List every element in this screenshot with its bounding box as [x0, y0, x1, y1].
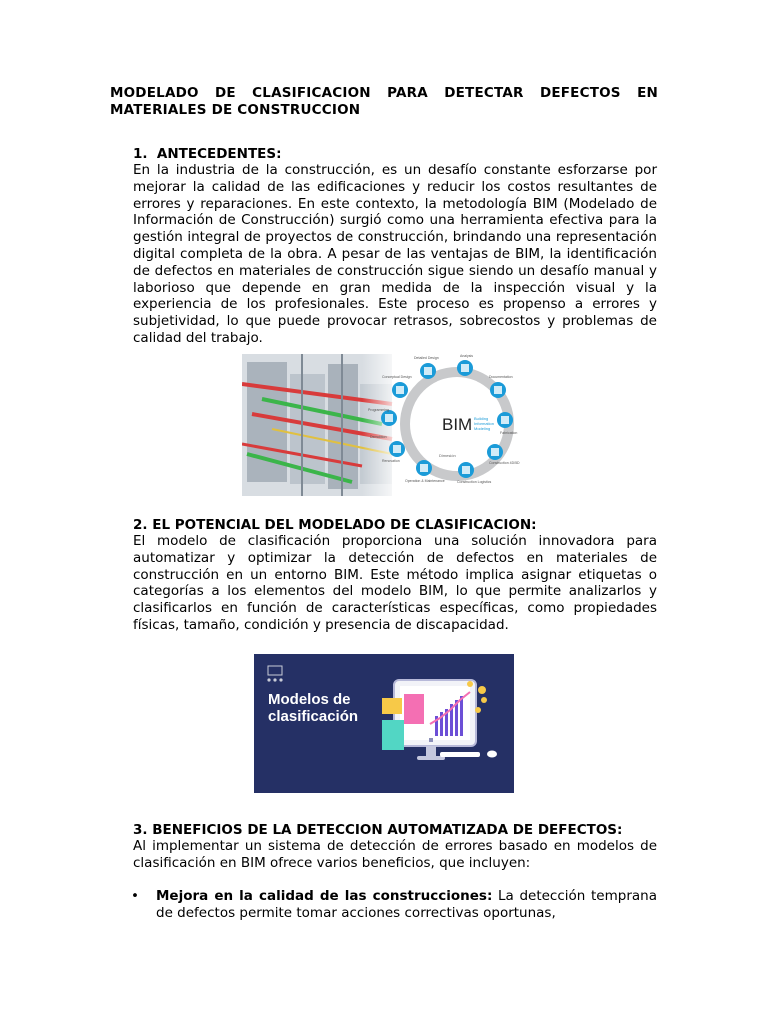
node-label-demolition: Demolition — [370, 435, 387, 439]
bim-center-label: BIM — [442, 415, 473, 434]
bim-illustration — [242, 354, 527, 496]
bullet-bold-lead: Mejora en la calidad de las construcciones: — [156, 888, 493, 904]
bullet-item — [133, 888, 657, 922]
bim-ring-label: Dimesión — [439, 453, 456, 458]
node-label-fabrication: Fabrication — [500, 431, 518, 435]
yellow-card-icon — [382, 698, 402, 714]
section-3-body: Al implementar un sistema de detección de errores basado en modelos de clasificación en BIM ofrece varios beneficios, que incluyen: — [133, 838, 657, 871]
node-label-detailed-design: Detailed Design — [414, 356, 439, 360]
figure-title-line1: Modelos de — [268, 691, 351, 708]
section-2-body: El modelo de clasificación proporciona una solución innovadora para automatizar y optimizar la detección de defectos en materiales de construcción en un entorno BIM. Este método implica asignar etiquetas o categorías a los elementos del modelo BIM, lo que permite analizarlos y clasificarlos en función de características específicas, como propiedades físicas, tamaño, condición y presencia de discapacidad. — [133, 533, 657, 633]
node-label-analysis: Analysis — [460, 354, 474, 358]
node-label-operation: Operation & Maintenance — [405, 479, 445, 483]
svg-text:Information: Information — [474, 421, 495, 426]
section-2-heading: 2. EL POTENCIAL DEL MODELADO DE CLASIFICACION: — [133, 517, 537, 533]
pink-card-icon — [404, 694, 424, 724]
bullet-text — [156, 888, 657, 922]
keyboard-icon — [440, 752, 480, 757]
title-line-2: MATERIALES DE CONSTRUCCION — [110, 102, 361, 118]
section-1-heading: 1. ANTECEDENTES: — [133, 146, 282, 162]
building-illustration — [242, 354, 402, 496]
node-label-documentation: Documentation — [489, 375, 513, 379]
document-title — [110, 85, 658, 119]
section-3-heading: 3. BENEFICIOS DE LA DETECCION AUTOMATIZADA DE DEFECTOS: — [133, 822, 623, 838]
mouse-icon — [487, 751, 497, 758]
node-label-conceptual-design: Conceptual Design — [382, 375, 412, 379]
figure-title-line2: clasificación — [268, 708, 359, 725]
bullet-dot-icon: • — [131, 888, 139, 904]
classification-illustration — [254, 654, 514, 793]
node-label-renovation: Renovation — [382, 459, 400, 463]
node-label-logistics: Construction Logistics — [457, 480, 492, 484]
bim-figure — [242, 354, 527, 496]
classification-models-figure — [254, 654, 514, 793]
teal-card-icon — [382, 720, 404, 750]
title-line-1: MODELADO DE CLASIFICACION PARA DETECTAR DEFECTOS EN — [110, 85, 658, 101]
node-label-construction: Construction 4D/5D — [489, 461, 520, 465]
bullet-body: La detección temprana de defectos permite tomar acciones correctivas oportunas, — [156, 888, 657, 921]
svg-text:Building: Building — [474, 416, 489, 421]
svg-text:Modeling: Modeling — [474, 426, 491, 431]
section-1-body: En la industria de la construcción, es un desafío constante esforzarse por mejorar la calidad de las edificaciones y reducir los costos resultantes de errores y reparaciones. En este contexto, la metodología BIM (Modelado de Información de Construcción) surgió como una herramienta efectiva para la gestión integral de proyectos de construcción, brindando una representación digital completa de la obra. A pesar de las ventajas de BIM, la identificación de defectos en materiales de construcción sigue siendo un desafío manual y laborioso que depende en gran medida de la inspección visual y la experiencia de los profesionales. Este proceso es propenso a errores y subjetividad, lo que puede provocar retrasos, sobrecostos y problemas de calidad del trabajo. — [133, 162, 657, 346]
node-label-programming: Programming — [368, 408, 390, 412]
